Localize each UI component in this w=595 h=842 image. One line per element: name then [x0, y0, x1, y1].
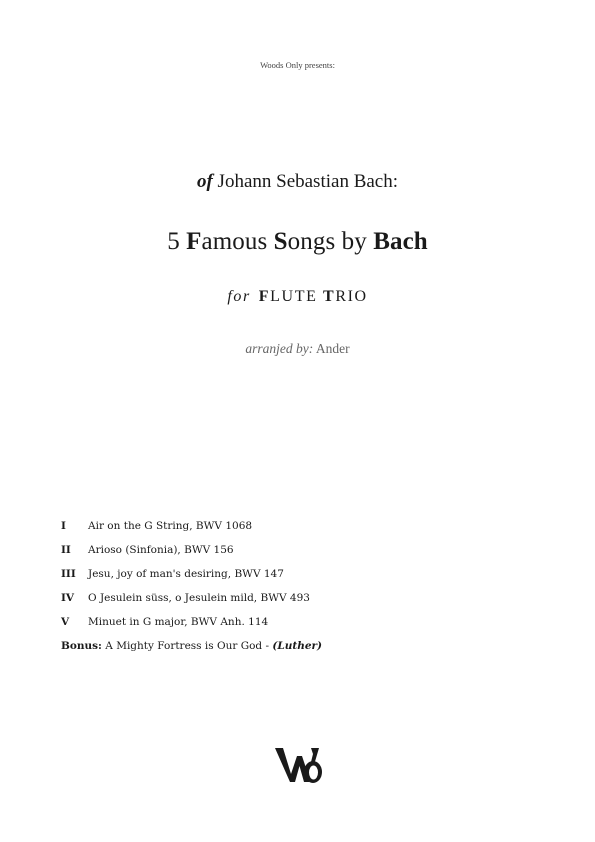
composer-line — [0, 171, 595, 193]
track-title: Air on the G String, BWV 1068 — [88, 520, 253, 532]
track-number: I — [61, 520, 66, 532]
track-row — [61, 518, 541, 542]
composer-prefix: of — [196, 171, 213, 192]
title-part-6: Bach — [373, 228, 428, 255]
track-row — [61, 566, 541, 590]
track-list — [61, 518, 541, 654]
instrumentation-line — [0, 288, 595, 306]
track-number: V — [61, 616, 70, 628]
track-row — [61, 542, 541, 566]
bonus-title: A Mighty Fortress is Our God - — [105, 640, 273, 652]
instr-part-1: F — [258, 288, 271, 305]
page-title — [0, 228, 595, 256]
track-row — [61, 590, 541, 614]
arranger-label: arranjed by: — [245, 341, 314, 356]
arranger-line — [0, 341, 595, 357]
track-number: III — [61, 568, 76, 580]
track-title: Arioso (Sinfonia), BWV 156 — [88, 544, 234, 556]
track-title: Minuet in G major, BWV Anh. 114 — [88, 616, 269, 628]
track-title: O Jesulein süss, o Jesulein mild, BWV 493 — [88, 592, 310, 604]
title-part-5: ongs by — [287, 228, 374, 255]
track-title: Jesu, joy of man's desiring, BWV 147 — [88, 568, 284, 580]
instrumentation-prefix: for — [227, 288, 251, 305]
instr-part-3: T — [323, 288, 336, 305]
instr-part-2: LUTE — [270, 288, 324, 305]
arranger-name: Ander — [315, 341, 350, 356]
track-number: IV — [61, 592, 75, 604]
track-number: II — [61, 544, 71, 556]
title-part-2: F — [186, 228, 202, 255]
title-part-1: 5 — [167, 228, 187, 255]
publisher-presents: Woods Only presents: — [260, 60, 335, 70]
instr-part-4: RIO — [335, 288, 368, 305]
bonus-author: (Luther) — [272, 640, 323, 652]
bonus-label: Bonus: — [61, 640, 102, 652]
composer-name: Johann Sebastian Bach: — [217, 171, 399, 192]
woods-only-logo-icon — [273, 742, 325, 788]
title-part-4: S — [273, 228, 288, 255]
title-part-3: amous — [201, 228, 274, 255]
track-row — [61, 614, 541, 638]
bonus-row — [61, 638, 541, 654]
